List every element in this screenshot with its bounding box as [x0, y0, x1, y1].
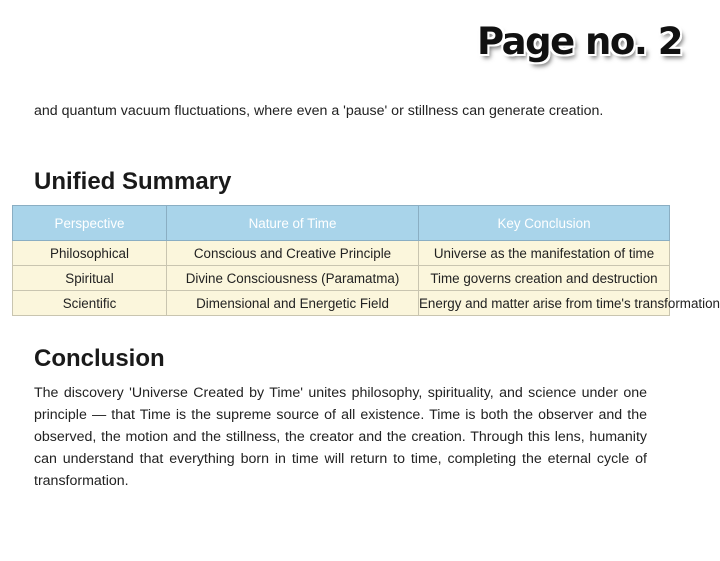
summary-heading: Unified Summary	[34, 168, 232, 195]
intro-paragraph: and quantum vacuum fluctuations, where even a 'pause' or stillness can generate creation.	[34, 103, 604, 119]
table-header-row	[13, 206, 670, 241]
table-row	[13, 266, 670, 291]
table-cell: Time governs creation and destruction	[419, 266, 670, 291]
conclusion-heading: Conclusion	[34, 345, 165, 372]
table-cell: Spiritual	[13, 266, 167, 291]
table-cell: Universe as the manifestation of time	[419, 241, 670, 266]
column-header-key-conclusion: Key Conclusion	[419, 206, 670, 241]
table-cell: Scientific	[13, 291, 167, 316]
table-cell: Conscious and Creative Principle	[167, 241, 419, 266]
table-cell: Energy and matter arise from time's transformation	[419, 291, 670, 316]
table-cell: Divine Consciousness (Paramatma)	[167, 266, 419, 291]
conclusion-paragraph: The discovery 'Universe Created by Time' unites philosophy, spirituality, and science under one principle — that Time is the supreme source of all existence. Time is both the observer and the observed, the motion and the stillness, the creator and the creation. Through this lens, humanity can understand that everything born in time will return to time, completing the eternal cycle of transformation.	[34, 385, 647, 489]
table-cell: Philosophical	[13, 241, 167, 266]
table-row	[13, 291, 670, 316]
column-header-perspective: Perspective	[13, 206, 167, 241]
page-number-label: Page no. 2	[477, 20, 682, 63]
table-cell: Dimensional and Energetic Field	[167, 291, 419, 316]
table-row	[13, 241, 670, 266]
column-header-nature-of-time: Nature of Time	[167, 206, 419, 241]
summary-table	[12, 205, 720, 316]
